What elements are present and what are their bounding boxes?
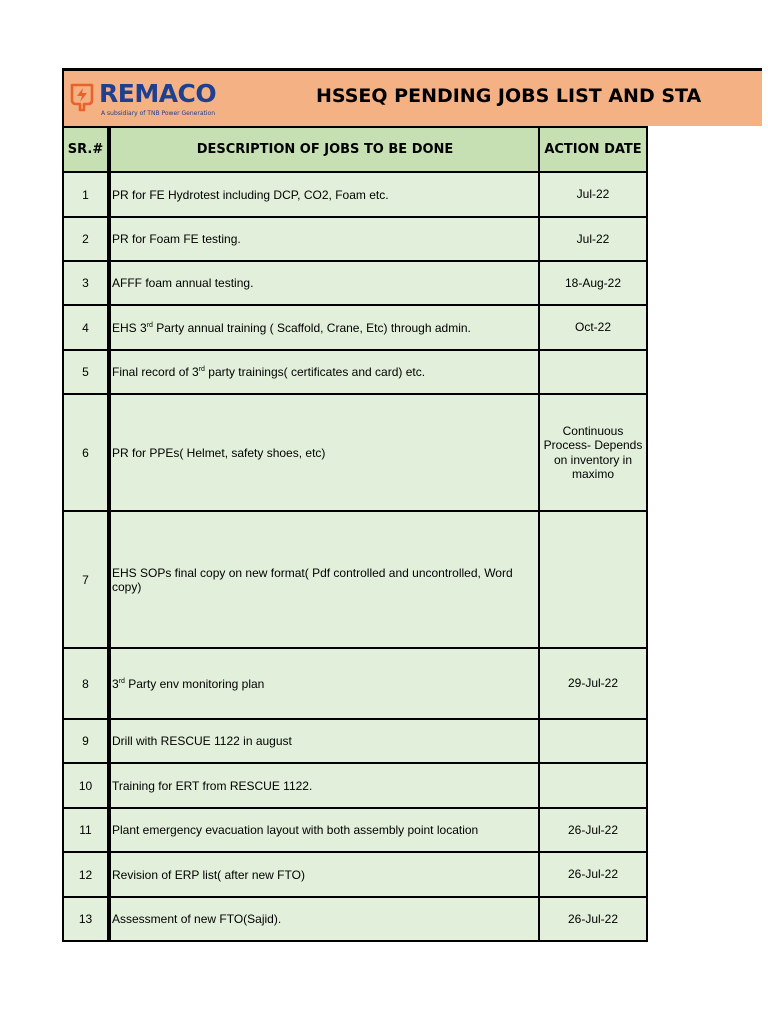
table-row bbox=[63, 172, 647, 217]
action-date-line: Jul-22 bbox=[576, 231, 610, 246]
cell-description bbox=[109, 350, 539, 394]
description-text: EHS SOPs final copy on new format( Pdf controlled and uncontrolled, Word copy) bbox=[112, 565, 513, 594]
description-text: AFFF foam annual testing. bbox=[112, 276, 254, 290]
cell-action-date bbox=[539, 897, 647, 941]
cell-description bbox=[109, 897, 539, 941]
cell-description bbox=[109, 763, 539, 808]
table-row bbox=[63, 261, 647, 305]
ordinal-superscript: rd bbox=[146, 321, 153, 329]
action-date-line: on inventory in bbox=[553, 452, 633, 467]
cell-action-date bbox=[539, 394, 647, 511]
table-row bbox=[63, 648, 647, 719]
cell-sr-number: 6 bbox=[63, 394, 109, 511]
lightning-bolt-icon bbox=[69, 83, 95, 115]
cell-description bbox=[109, 305, 539, 350]
remaco-logo bbox=[69, 81, 219, 119]
cell-action-date bbox=[539, 217, 647, 261]
action-date-line: 26-Jul-22 bbox=[567, 911, 619, 926]
cell-sr-number: 5 bbox=[63, 350, 109, 394]
table-row bbox=[63, 350, 647, 394]
cell-description bbox=[109, 808, 539, 852]
cell-sr-number: 13 bbox=[63, 897, 109, 941]
column-header-action-date: ACTION DATE bbox=[539, 127, 647, 172]
table-row bbox=[63, 394, 647, 511]
logo-tagline: A subsidiary of TNB Power Generation bbox=[101, 110, 216, 117]
table-row bbox=[63, 305, 647, 350]
action-date-line: Process- Depends bbox=[543, 438, 643, 452]
cell-description bbox=[109, 852, 539, 897]
action-date-line: maximo bbox=[571, 467, 614, 481]
cell-description bbox=[109, 172, 539, 217]
description-text: Revision of ERP list( after new FTO) bbox=[112, 867, 305, 882]
description-text-continued: Party env monitoring plan bbox=[124, 676, 265, 691]
cell-sr-number: 4 bbox=[63, 305, 109, 350]
cell-action-date bbox=[539, 172, 647, 217]
action-date-line: 26-Jul-22 bbox=[567, 822, 619, 837]
column-header-sr: SR.# bbox=[63, 127, 109, 172]
pending-jobs-table bbox=[62, 126, 648, 942]
cell-action-date bbox=[539, 648, 647, 719]
cell-description bbox=[109, 261, 539, 305]
description-text-continued: Party annual training ( Scaffold, Crane, Etc) through admin. bbox=[152, 320, 471, 335]
cell-description bbox=[109, 719, 539, 763]
action-date-line: Oct-22 bbox=[574, 320, 611, 335]
description-text-continued: party trainings( certificates and card) etc. bbox=[204, 365, 426, 379]
action-date-line: 18-Aug-22 bbox=[564, 275, 622, 290]
ordinal-superscript: rd bbox=[198, 366, 205, 373]
cell-sr-number: 7 bbox=[63, 511, 109, 648]
column-header-description: DESCRIPTION OF JOBS TO BE DONE bbox=[109, 127, 539, 172]
cell-action-date bbox=[539, 261, 647, 305]
title-band bbox=[62, 68, 762, 126]
cell-action-date bbox=[539, 305, 647, 350]
cell-action-date bbox=[539, 511, 647, 648]
table-row bbox=[63, 217, 647, 261]
table-row bbox=[63, 852, 647, 897]
description-text: PR for Foam FE testing. bbox=[112, 232, 241, 246]
cell-description bbox=[109, 511, 539, 648]
table-row bbox=[63, 808, 647, 852]
description-text: Final record of 3 bbox=[112, 365, 199, 379]
description-text: Plant emergency evacuation layout with both assembly point location bbox=[112, 823, 479, 837]
description-text: EHS 3 bbox=[112, 320, 147, 335]
cell-sr-number: 1 bbox=[63, 172, 109, 217]
logo-wordmark: REMACO bbox=[99, 79, 217, 108]
ordinal-superscript: rd bbox=[118, 677, 125, 685]
cell-sr-number: 11 bbox=[63, 808, 109, 852]
cell-description bbox=[109, 648, 539, 719]
description-text: 3 bbox=[112, 676, 119, 691]
description-text: Training for ERT from RESCUE 1122. bbox=[112, 778, 313, 793]
table-row bbox=[63, 511, 647, 648]
cell-sr-number: 10 bbox=[63, 763, 109, 808]
cell-action-date bbox=[539, 852, 647, 897]
table-row bbox=[63, 719, 647, 763]
cell-description bbox=[109, 394, 539, 511]
cell-sr-number: 3 bbox=[63, 261, 109, 305]
cell-action-date bbox=[539, 808, 647, 852]
action-date-line: Jul-22 bbox=[576, 187, 610, 202]
cell-sr-number: 12 bbox=[63, 852, 109, 897]
cell-action-date bbox=[539, 719, 647, 763]
cell-sr-number: 9 bbox=[63, 719, 109, 763]
action-date-line: 26-Jul-22 bbox=[567, 867, 619, 882]
action-date-line: 29-Jul-22 bbox=[567, 676, 619, 691]
cell-sr-number: 8 bbox=[63, 648, 109, 719]
action-date-line: Continuous bbox=[562, 423, 624, 438]
cell-action-date bbox=[539, 763, 647, 808]
cell-description bbox=[109, 217, 539, 261]
table-header-row bbox=[63, 127, 647, 172]
description-text: Assessment of new FTO(Sajid). bbox=[112, 912, 282, 926]
table-row bbox=[63, 763, 647, 808]
table-row bbox=[63, 897, 647, 941]
description-text: PR for PPEs( Helmet, safety shoes, etc) bbox=[112, 445, 326, 460]
cell-action-date bbox=[539, 350, 647, 394]
description-text: Drill with RESCUE 1122 in august bbox=[112, 734, 292, 748]
description-text: PR for FE Hydrotest including DCP, CO2, Foam etc. bbox=[112, 187, 389, 202]
cell-sr-number: 2 bbox=[63, 217, 109, 261]
page-title: HSSEQ PENDING JOBS LIST AND STA bbox=[316, 85, 702, 107]
